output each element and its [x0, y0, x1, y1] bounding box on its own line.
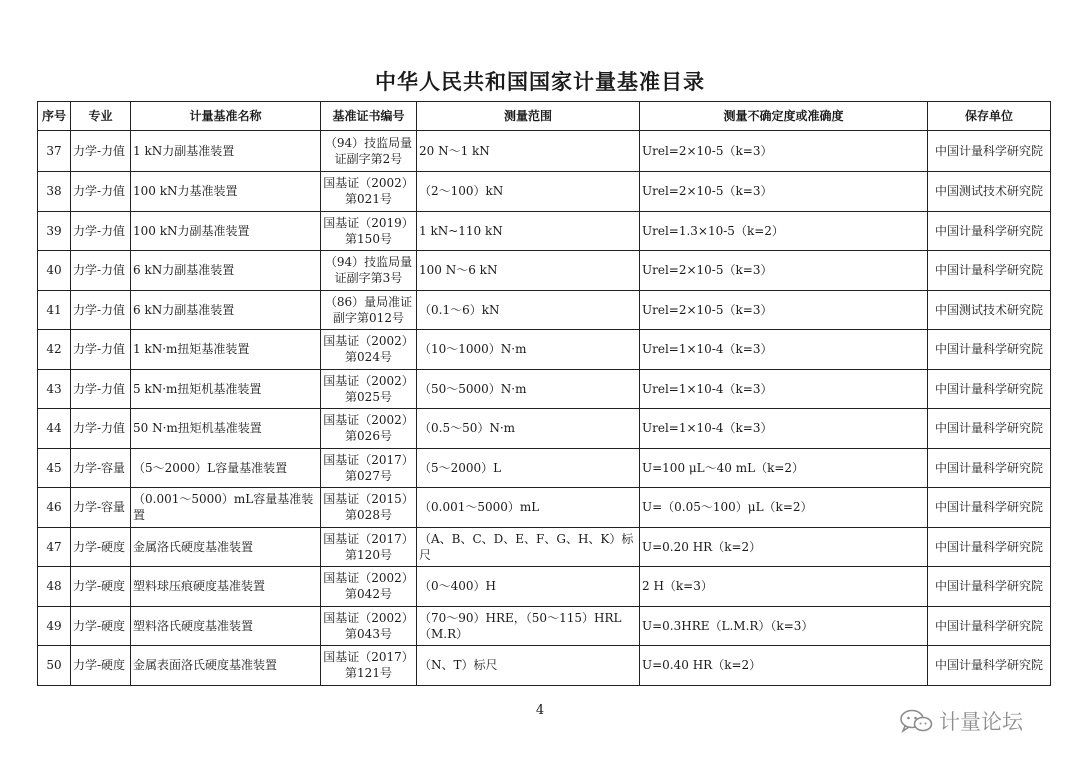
- organization-cell: 中国计量科学研究院: [928, 251, 1051, 291]
- specialty-cell: 力学-容量: [71, 488, 131, 528]
- row-number: 43: [38, 369, 71, 409]
- certificate-cell: 国基证（2017）第027号: [321, 448, 417, 488]
- table-row: [38, 567, 1051, 607]
- table-row: [38, 172, 1051, 212]
- range-cell: 1 kN~110 kN: [417, 211, 640, 251]
- watermark-text: 计量论坛: [939, 710, 1023, 734]
- row-number: 45: [38, 448, 71, 488]
- specialty-cell: 力学-硬度: [71, 606, 131, 646]
- uncertainty-cell: 2 H（k=3）: [640, 567, 928, 607]
- uncertainty-cell: Urel=2×10-5（k=3）: [640, 172, 928, 212]
- table-row: [38, 131, 1051, 172]
- range-cell: （2～100）kN: [417, 172, 640, 212]
- uncertainty-cell: Urel=2×10-5（k=3）: [640, 251, 928, 291]
- range-cell: （0～400）H: [417, 567, 640, 607]
- row-number: 42: [38, 330, 71, 370]
- range-cell: （N、T）标尺: [417, 646, 640, 686]
- row-number: 48: [38, 567, 71, 607]
- organization-cell: 中国计量科学研究院: [928, 567, 1051, 607]
- range-cell: （50～5000）N·m: [417, 369, 640, 409]
- standard-name-cell: 1 kN力副基准装置: [131, 131, 321, 172]
- col-header: 基准证书编号: [321, 102, 417, 131]
- standard-name-cell: 50 N·m扭矩机基准装置: [131, 409, 321, 449]
- uncertainty-cell: U=（0.05～100）μL（k=2）: [640, 488, 928, 528]
- uncertainty-cell: U=0.40 HR（k=2）: [640, 646, 928, 686]
- range-cell: （0.1～6）kN: [417, 290, 640, 330]
- uncertainty-cell: U=0.20 HR（k=2）: [640, 527, 928, 567]
- organization-cell: 中国测试技术研究院: [928, 290, 1051, 330]
- table-row: [38, 409, 1051, 449]
- specialty-cell: 力学-力值: [71, 131, 131, 172]
- uncertainty-cell: Urel=1×10-4（k=3）: [640, 409, 928, 449]
- page-title: 中华人民共和国国家计量基准目录: [375, 70, 705, 94]
- row-number: 40: [38, 251, 71, 291]
- range-cell: 100 N～6 kN: [417, 251, 640, 291]
- standard-name-cell: 塑料球压痕硬度基准装置: [131, 567, 321, 607]
- certificate-cell: 国基证（2002）第025号: [321, 369, 417, 409]
- table-row: [38, 211, 1051, 251]
- col-header: 保存单位: [928, 102, 1051, 131]
- watermark: [899, 706, 1023, 736]
- table-row: [38, 606, 1051, 646]
- row-number: 44: [38, 409, 71, 449]
- col-header: 专业: [71, 102, 131, 131]
- certificate-cell: 国基证（2017）第120号: [321, 527, 417, 567]
- certificate-cell: 国基证（2019）第150号: [321, 211, 417, 251]
- range-cell: （A、B、C、D、E、F、G、H、K）标尺: [417, 527, 640, 567]
- standard-name-cell: 6 kN力副基准装置: [131, 251, 321, 291]
- specialty-cell: 力学-力值: [71, 330, 131, 370]
- certificate-cell: 国基证（2002）第021号: [321, 172, 417, 212]
- uncertainty-cell: Urel=1.3×10-5（k=2）: [640, 211, 928, 251]
- uncertainty-cell: Urel=2×10-5（k=3）: [640, 290, 928, 330]
- organization-cell: 中国测试技术研究院: [928, 172, 1051, 212]
- specialty-cell: 力学-硬度: [71, 567, 131, 607]
- standard-name-cell: 100 kN力基准装置: [131, 172, 321, 212]
- standards-table: [37, 101, 1051, 686]
- organization-cell: 中国计量科学研究院: [928, 448, 1051, 488]
- table-row: [38, 369, 1051, 409]
- specialty-cell: 力学-力值: [71, 251, 131, 291]
- range-cell: 20 N～1 kN: [417, 131, 640, 172]
- table-row: [38, 646, 1051, 686]
- uncertainty-cell: Urel=1×10-4（k=3）: [640, 369, 928, 409]
- table-row: [38, 448, 1051, 488]
- uncertainty-cell: U=100 μL～40 mL（k=2）: [640, 448, 928, 488]
- standard-name-cell: （0.001～5000）mL容量基准装置: [131, 488, 321, 528]
- certificate-cell: 国基证（2002）第043号: [321, 606, 417, 646]
- standard-name-cell: （5～2000）L容量基准装置: [131, 448, 321, 488]
- row-number: 50: [38, 646, 71, 686]
- specialty-cell: 力学-力值: [71, 211, 131, 251]
- row-number: 49: [38, 606, 71, 646]
- organization-cell: 中国计量科学研究院: [928, 211, 1051, 251]
- table-row: [38, 251, 1051, 291]
- col-header: 测量不确定度或准确度: [640, 102, 928, 131]
- certificate-cell: 国基证（2002）第026号: [321, 409, 417, 449]
- specialty-cell: 力学-力值: [71, 409, 131, 449]
- range-cell: （5～2000）L: [417, 448, 640, 488]
- table-row: [38, 527, 1051, 567]
- standard-name-cell: 6 kN力副基准装置: [131, 290, 321, 330]
- organization-cell: 中国计量科学研究院: [928, 131, 1051, 172]
- organization-cell: 中国计量科学研究院: [928, 369, 1051, 409]
- certificate-cell: （94）技监局量证副字第3号: [321, 251, 417, 291]
- standard-name-cell: 金属表面洛氏硬度基准装置: [131, 646, 321, 686]
- row-number: 41: [38, 290, 71, 330]
- row-number: 47: [38, 527, 71, 567]
- table-row: [38, 488, 1051, 528]
- uncertainty-cell: Urel=1×10-4（k=3）: [640, 330, 928, 370]
- table-row: [38, 290, 1051, 330]
- standard-name-cell: 5 kN·m扭矩机基准装置: [131, 369, 321, 409]
- certificate-cell: （94）技监局量证副字第2号: [321, 131, 417, 172]
- certificate-cell: 国基证（2017）第121号: [321, 646, 417, 686]
- specialty-cell: 力学-硬度: [71, 646, 131, 686]
- organization-cell: 中国计量科学研究院: [928, 606, 1051, 646]
- specialty-cell: 力学-硬度: [71, 527, 131, 567]
- certificate-cell: 国基证（2015）第028号: [321, 488, 417, 528]
- organization-cell: 中国计量科学研究院: [928, 409, 1051, 449]
- col-header: 测量范围: [417, 102, 640, 131]
- uncertainty-cell: Urel=2×10-5（k=3）: [640, 131, 928, 172]
- organization-cell: 中国计量科学研究院: [928, 646, 1051, 686]
- specialty-cell: 力学-力值: [71, 172, 131, 212]
- table-row: [38, 330, 1051, 370]
- specialty-cell: 力学-力值: [71, 290, 131, 330]
- row-number: 37: [38, 131, 71, 172]
- organization-cell: 中国计量科学研究院: [928, 488, 1051, 528]
- page-number: 4: [535, 703, 545, 718]
- col-header: 计量基准名称: [131, 102, 321, 131]
- wechat-icon: [899, 708, 933, 734]
- uncertainty-cell: U=0.3HRE（L.M.R）（k=3）: [640, 606, 928, 646]
- col-header: 序号: [38, 102, 71, 131]
- standard-name-cell: 1 kN·m扭矩基准装置: [131, 330, 321, 370]
- row-number: 46: [38, 488, 71, 528]
- range-cell: （10～1000）N·m: [417, 330, 640, 370]
- row-number: 38: [38, 172, 71, 212]
- range-cell: （0.5～50）N·m: [417, 409, 640, 449]
- certificate-cell: 国基证（2002）第042号: [321, 567, 417, 607]
- standard-name-cell: 100 kN力副基准装置: [131, 211, 321, 251]
- standard-name-cell: 金属洛氏硬度基准装置: [131, 527, 321, 567]
- header-row: [38, 102, 1051, 131]
- certificate-cell: （86）量局准证副字第012号: [321, 290, 417, 330]
- range-cell: （70～90）HRE，（50～115）HRL（M.R）: [417, 606, 640, 646]
- specialty-cell: 力学-容量: [71, 448, 131, 488]
- certificate-cell: 国基证（2002）第024号: [321, 330, 417, 370]
- range-cell: （0.001～5000）mL: [417, 488, 640, 528]
- organization-cell: 中国计量科学研究院: [928, 330, 1051, 370]
- row-number: 39: [38, 211, 71, 251]
- specialty-cell: 力学-力值: [71, 369, 131, 409]
- organization-cell: 中国计量科学研究院: [928, 527, 1051, 567]
- standard-name-cell: 塑料洛氏硬度基准装置: [131, 606, 321, 646]
